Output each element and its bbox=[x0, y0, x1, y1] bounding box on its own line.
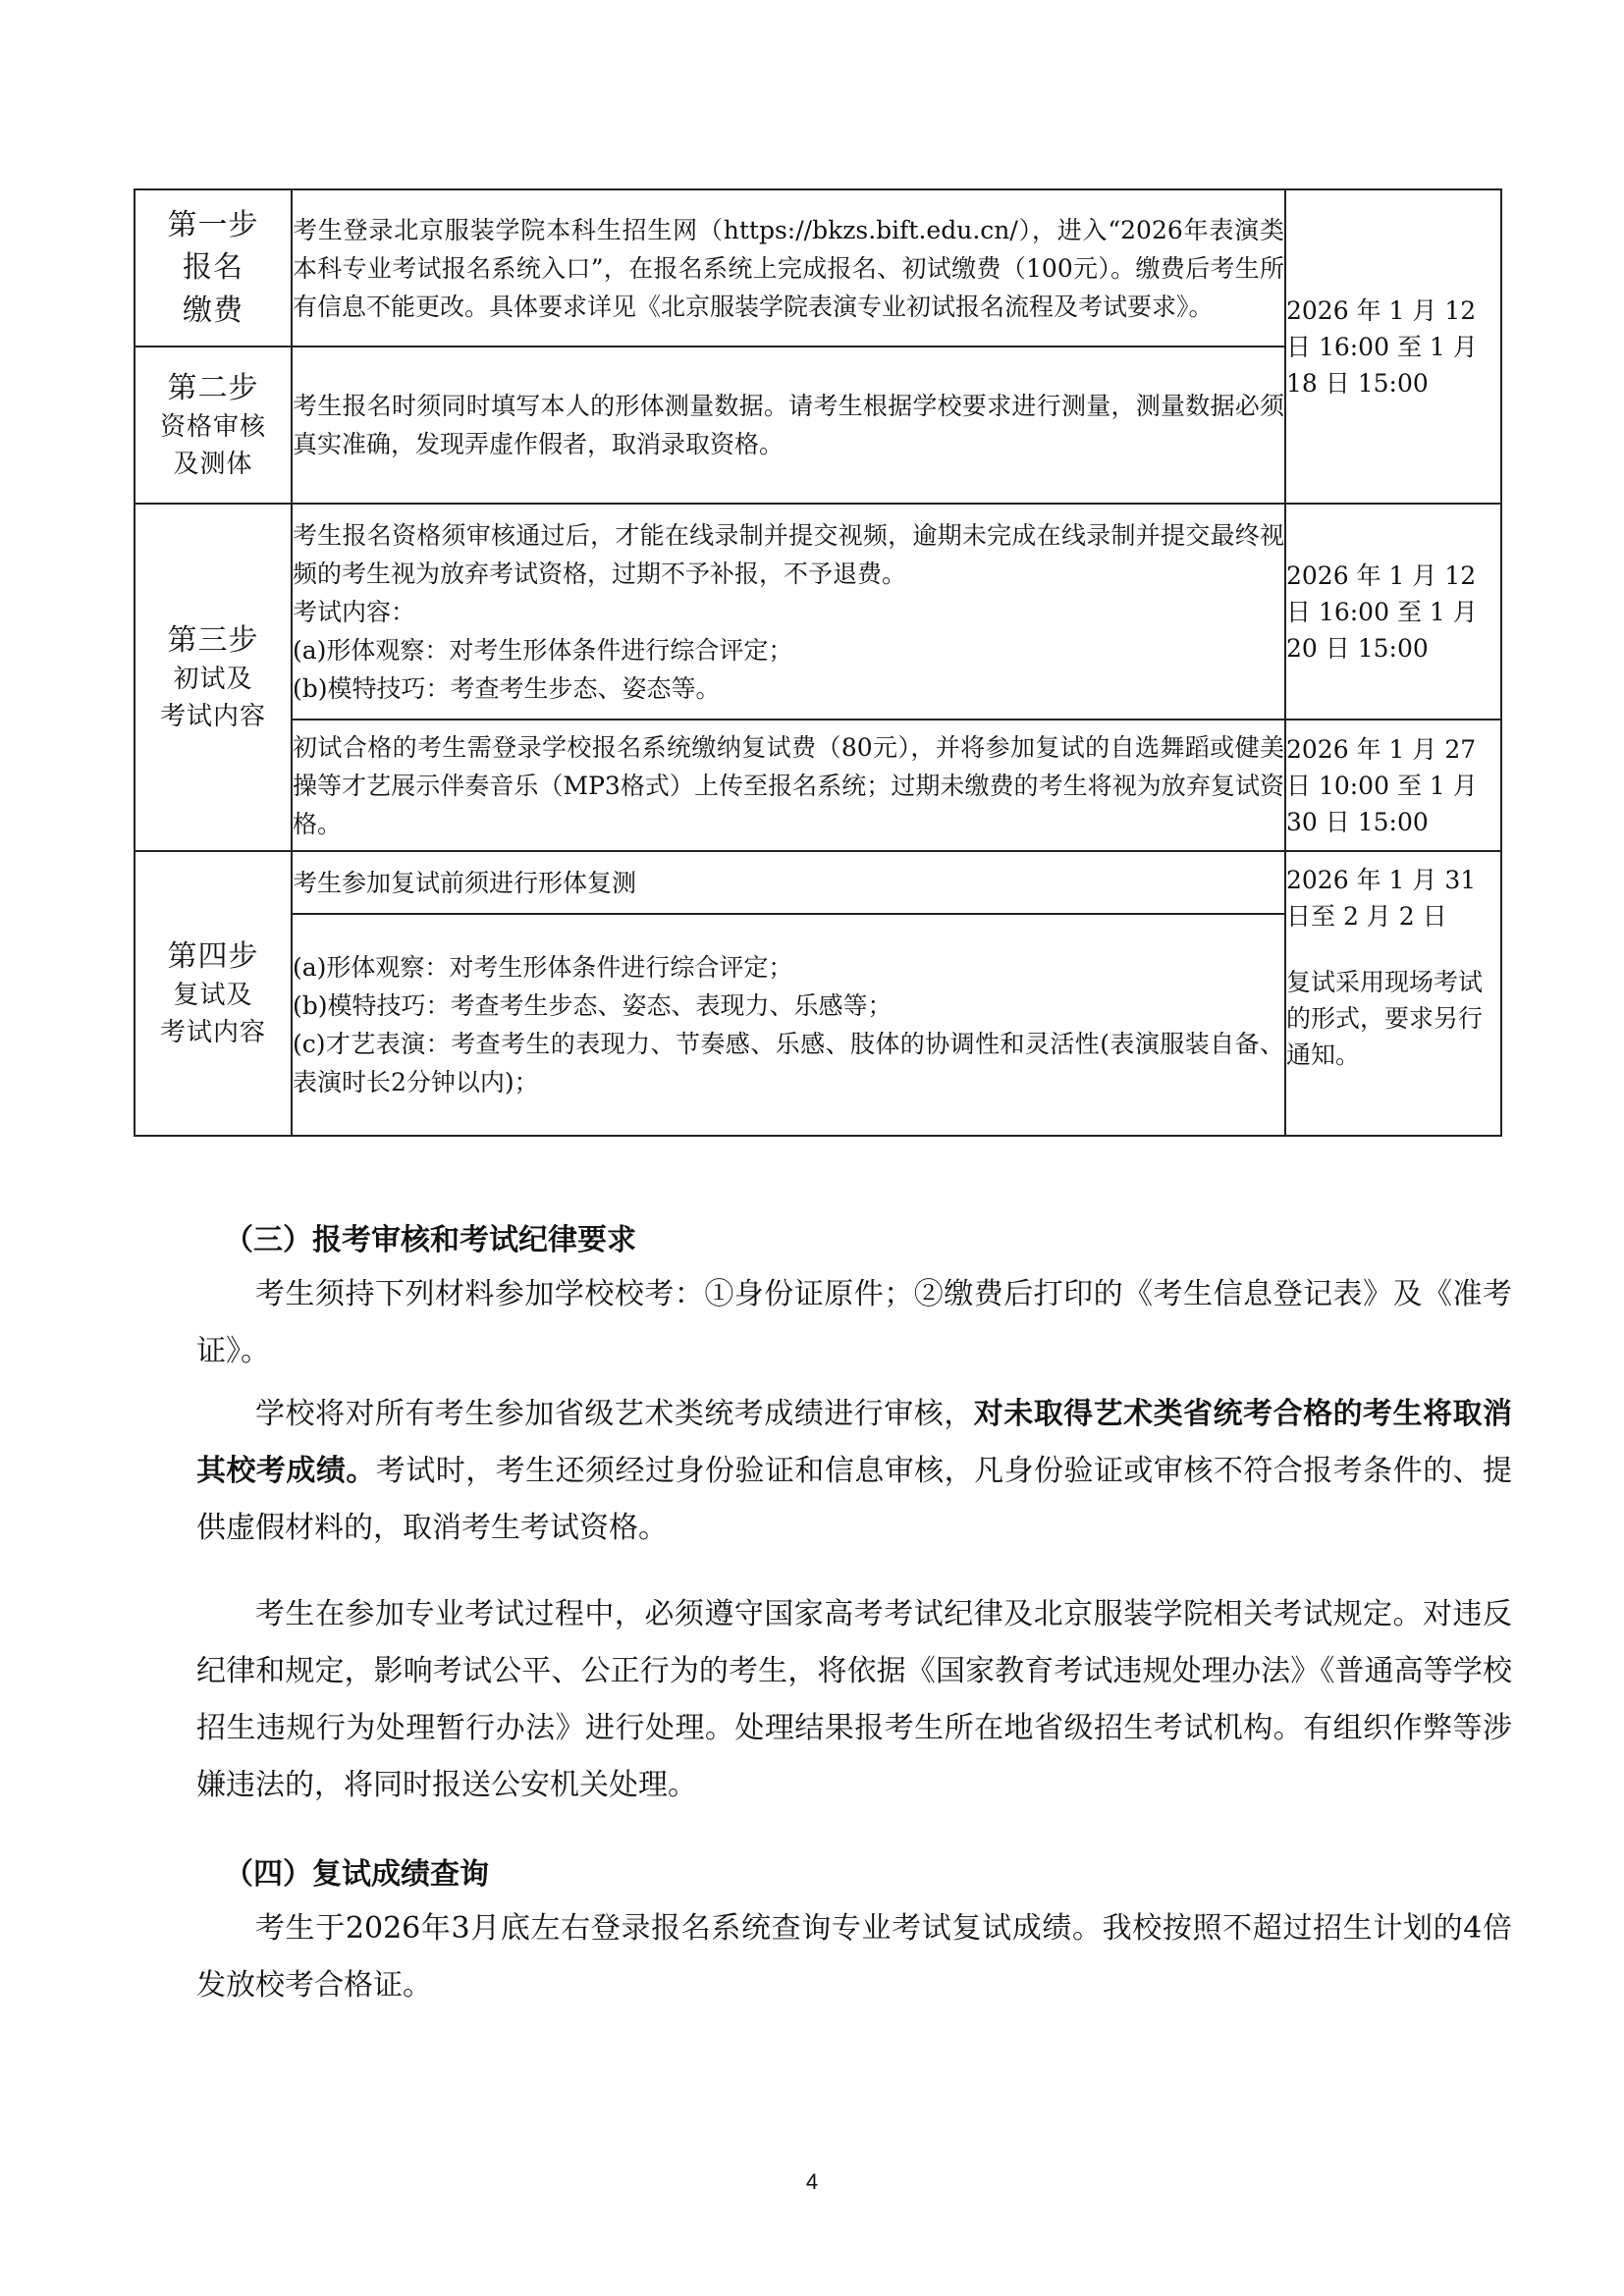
description-text: (a)形体观察：对考生形体条件进行综合评定； bbox=[293, 635, 793, 665]
time-cell bbox=[1285, 189, 1501, 504]
paragraph: 考生须持下列材料参加学校校考：①身份证原件；②缴费后打印的《考生信息登记表》及《准考证》。 bbox=[196, 1277, 1512, 1368]
description-text: 初试合格的考生需登录学校报名系统缴纳复试费（80元），并将参加复试的自选舞蹈或健美操等才艺展示伴奏音乐（MP3格式）上传至报名系统；过期未缴费的考生将视为放弃复试资格。 bbox=[293, 732, 1284, 838]
table-row bbox=[135, 504, 1501, 720]
step-title: 第二步 bbox=[167, 370, 259, 405]
description-text: 考生登录北京服装学院本科生招生网（https://bkzs.bift.edu.cn/），进入“2026年表演类本科专业考试报名系统入口”，在报名系统上完成报名、初试缴费（100元）。缴费后考生所有信息不能更改。具体要求详见《北京服装学院表演专业初试报名流程及考试要求》。 bbox=[293, 215, 1284, 321]
step-subtitle: 复试及 bbox=[173, 981, 253, 1011]
step-description bbox=[292, 720, 1285, 851]
description-text: 考生报名资格须审核通过后，才能在线录制并提交视频，逾期未完成在线录制并提交最终视频的考生视为放弃考试资格，过期不予补报，不予退费。 bbox=[293, 520, 1284, 588]
step-subtitle: 初试及 bbox=[173, 665, 253, 695]
time-text: 2026 年 1 月 27 日 10:00 至 1 月 30 日 15:00 bbox=[1286, 734, 1478, 836]
time-cell bbox=[1285, 504, 1501, 720]
step-title: 第四步 bbox=[167, 938, 259, 974]
time-cell bbox=[1285, 851, 1501, 1136]
paragraph-text: 学校将对所有考生参加省级艺术类统考成绩进行审核， bbox=[255, 1397, 974, 1431]
description-text: (b)模特技巧：考查考生步态、姿态、表现力、乐感等； bbox=[293, 991, 893, 1020]
step-subtitle: 资格审核 bbox=[159, 412, 266, 443]
paragraph bbox=[196, 1386, 1512, 1557]
step-cell bbox=[135, 347, 292, 504]
paragraph-text: 考试时，考生还须经过身份验证和信息审核，凡身份验证或审核不符合报考条件的、提供虚假材料的，取消考生考试资格。 bbox=[196, 1454, 1513, 1545]
table-row bbox=[135, 189, 1501, 347]
description-text: (a)形体观察：对考生形体条件进行综合评定； bbox=[293, 953, 793, 982]
paragraph: 考生于2026年3月底左右登录报名系统查询专业考试复试成绩。我校按照不超过招生计划的4倍发放校考合格证。 bbox=[196, 1911, 1512, 2002]
section-heading: （四）复试成绩查询 bbox=[224, 1857, 489, 1892]
step-description bbox=[292, 851, 1285, 914]
step-title: 第一步 bbox=[167, 207, 259, 242]
page-number: 4 bbox=[805, 2169, 819, 2194]
table-row bbox=[135, 851, 1501, 914]
paragraph: 考生在参加专业考试过程中，必须遵守国家高考考试纪律及北京服装学院相关考试规定。对违反纪律和规定，影响考试公平、公正行为的考生，将依据《国家教育考试违规处理办法》《普通高等学校招生违规行为处理暂行办法》进行处理。处理结果报考生所在地省级招生考试机构。有组织作弊等涉嫌违法的，将同时报送公安机关处理。 bbox=[196, 1597, 1512, 1802]
description-text: (c)才艺表演：考查考生的表现力、节奏感、乐感、肢体的协调性和灵活性(表演服装自备、表演时长2分钟以内)； bbox=[293, 1030, 1284, 1096]
emphasis-text: 对未取得艺术类省统考合格的考生将取消其校考成绩。 bbox=[196, 1397, 1513, 1488]
step-subtitle: 缴费 bbox=[183, 293, 244, 328]
step-subtitle: 报名 bbox=[183, 250, 244, 286]
time-text: 2026 年 1 月 31 日至 2 月 2 日 bbox=[1286, 866, 1477, 931]
schedule-table bbox=[134, 188, 1502, 1137]
description-text: 考生报名时须同时填写本人的形体测量数据。请考生根据学校要求进行测量，测量数据必须真实准确，发现弄虚作假者，取消录取资格。 bbox=[293, 392, 1284, 458]
step-subtitle: 考试内容 bbox=[159, 1017, 266, 1047]
table-row bbox=[135, 720, 1501, 851]
step-subtitle: 考试内容 bbox=[159, 701, 266, 731]
step-cell bbox=[135, 504, 292, 851]
step-subtitle: 及测体 bbox=[173, 449, 253, 479]
description-text: (b)模特技巧：考查考生步态、姿态等。 bbox=[293, 673, 721, 703]
step-description bbox=[292, 914, 1285, 1136]
description-text: 考生参加复试前须进行形体复测 bbox=[293, 868, 637, 897]
step-description bbox=[292, 189, 1285, 347]
step-cell bbox=[135, 189, 292, 347]
description-text: 考试内容： bbox=[293, 597, 416, 626]
step-title: 第三步 bbox=[167, 622, 259, 658]
section-heading: （三）报考审核和考试纪律要求 bbox=[224, 1223, 636, 1257]
step-description bbox=[292, 347, 1285, 504]
time-cell bbox=[1285, 720, 1501, 851]
step-description bbox=[292, 504, 1285, 720]
time-text: 2026 年 1 月 12 日 16:00 至 1 月 18 日 15:00 bbox=[1286, 295, 1478, 398]
time-note: 复试采用现场考试的形式，要求另行通知。 bbox=[1286, 968, 1484, 1069]
step-cell bbox=[135, 851, 292, 1136]
time-text: 2026 年 1 月 12 日 16:00 至 1 月 20 日 15:00 bbox=[1286, 561, 1478, 663]
